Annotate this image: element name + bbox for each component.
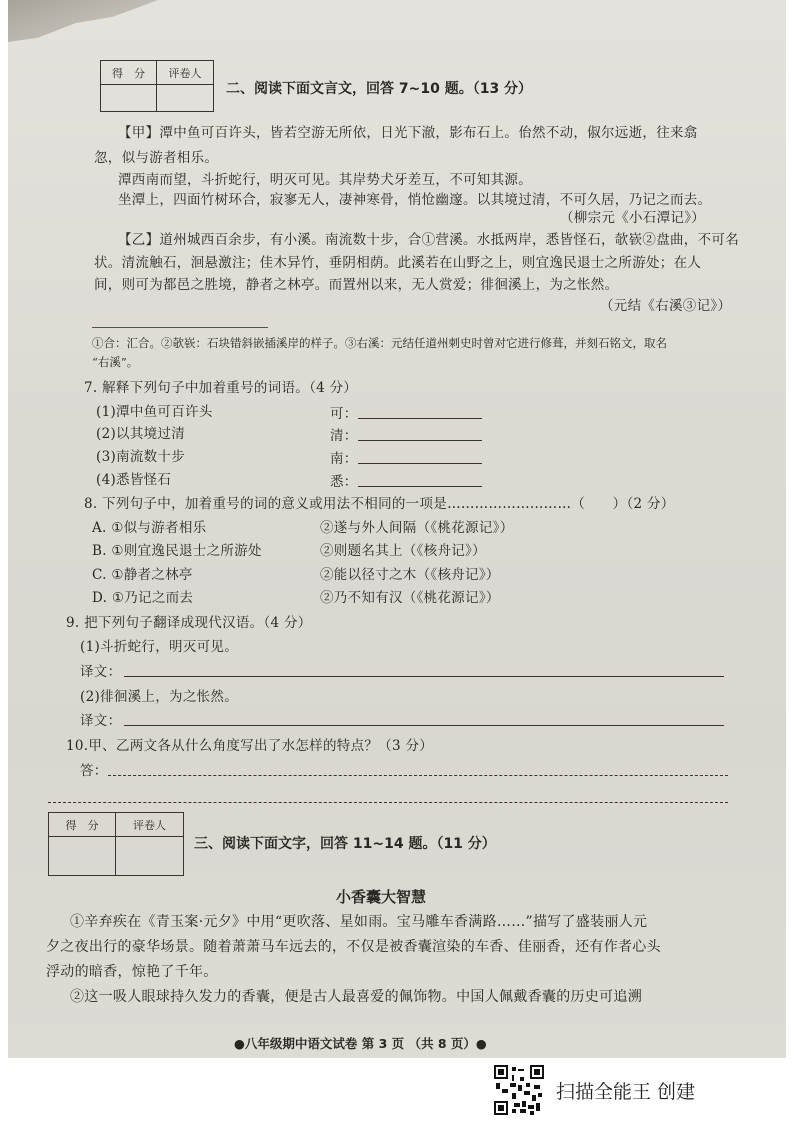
q7-item-1: (1)潭中鱼可百许头 <box>96 404 213 420</box>
q7-answer-line-1[interactable] <box>358 418 482 419</box>
score-box-section3 <box>48 812 184 876</box>
q9-sentence-1: (1)斗折蛇行，明灭可见。 <box>80 639 239 655</box>
q10-answer-label: 答： <box>80 763 108 779</box>
q8-option-a-right: ②遂与外人间隔（《桃花源记》） <box>320 520 514 536</box>
q7-item-2: (2)以其境过清 <box>96 426 186 442</box>
q8-option-a-left: A. ①似与游者相乐 <box>92 520 207 536</box>
q8-stem: 8. 下列句子中，加着重号的词的意义或用法不相同的一项是………………………（ ）（2 分） <box>84 496 675 512</box>
jia-line-2: 忽，似与游者相乐。 <box>94 150 219 166</box>
yi-line-1: 【乙】道州城西百余步，有小溪。南流数十步，合①营溪。水抵两岸，悉皆怪石，欹嵚②盘曲，不可名 <box>118 232 739 248</box>
q7-answer-line-4[interactable] <box>358 486 482 487</box>
q7-key-1: 可： <box>330 406 358 422</box>
jia-source: （柳宗元《小石潭记》） <box>560 210 706 226</box>
grader-cell-2 <box>116 837 183 875</box>
yi-line-3: 间，则可为都邑之胜境，静者之林亭。而置州以来，无人赏爱；徘徊溪上，为之怅然。 <box>94 277 619 293</box>
q7-answer-line-2[interactable] <box>358 440 482 441</box>
q10-answer-line-2[interactable] <box>48 802 728 803</box>
footnote-rule <box>92 327 268 328</box>
jia-line-1: 【甲】潭中鱼可百许头，皆若空游无所依，日光下澈，影布石上。佁然不动，俶尔远逝，往来翕 <box>118 125 698 141</box>
q8-option-c-right: ②能以径寸之木（《核舟记》） <box>320 567 500 583</box>
q8-option-b-right: ②则题名其上（《核舟记》） <box>320 543 486 559</box>
jia-line-3: 潭西南而望，斗折蛇行，明灭可见。其岸势犬牙差互，不可知其源。 <box>118 172 532 188</box>
article-line-3: 浮动的暗香，惊艳了千年。 <box>46 964 218 980</box>
q7-item-3: (3)南流数十步 <box>96 449 186 465</box>
grader-label-2: 评卷人 <box>116 813 183 837</box>
article-line-4: ②这一吸人眼球持久发力的香囊，便是古人最喜爱的佩饰物。中国人佩戴香囊的历史可追溯 <box>70 989 642 1005</box>
q7-stem: 7. 解释下列句子中加着重号的词语。（4 分） <box>84 380 358 396</box>
article-line-1: ①辛弃疾在《青玉案·元夕》中用“更吹落、星如雨。宝马雕车香满路……”描写了盛装丽人元 <box>70 914 648 930</box>
footnote-line-2: “右溪”。 <box>92 355 139 369</box>
q8-option-b-left: B. ①则宜逸民退士之所游处 <box>92 543 262 559</box>
page-footer: ●八年级期中语文试卷 第 3 页 （共 8 页）● <box>234 1036 487 1051</box>
q7-key-4: 悉： <box>330 474 358 490</box>
article-line-2: 夕之夜出行的豪华场景。随着萧萧马车远去的，不仅是被香囊渲染的车香、佳丽香，还有作者心头 <box>46 939 661 955</box>
score-cell-2 <box>49 837 116 875</box>
q7-item-4: (4)悉皆怪石 <box>96 472 172 488</box>
qr-code-icon <box>494 1065 544 1115</box>
q7-key-3: 南： <box>330 451 358 467</box>
q10-stem: 10.甲、乙两文各从什么角度写出了水怎样的特点？（3 分） <box>66 738 434 754</box>
q7-answer-line-3[interactable] <box>358 463 482 464</box>
q9-answer-line-2[interactable] <box>124 725 724 726</box>
yi-line-2: 状。清流触石，洄悬激注；佳木异竹，垂阴相荫。此溪若在山野之上，则宜逸民退士之所游处；在人 <box>94 255 702 271</box>
q8-option-d-right: ②乃不知有汉（《桃花源记》） <box>320 590 500 606</box>
score-cell <box>101 85 157 111</box>
torn-corner <box>8 0 158 42</box>
q9-answer-line-1[interactable] <box>124 676 724 677</box>
q7-key-2: 清： <box>330 428 358 444</box>
scanner-brand-text: 扫描全能王 创建 <box>556 1081 696 1103</box>
q9-translate-label-1: 译文： <box>80 664 122 680</box>
score-label-2: 得 分 <box>49 813 116 837</box>
yi-source: （元结《右溪③记》） <box>600 298 732 314</box>
grader-cell <box>157 85 213 111</box>
score-label: 得 分 <box>101 61 157 85</box>
q9-sentence-2: (2)徘徊溪上，为之怅然。 <box>80 689 239 705</box>
footnote-line-1: ①合：汇合。②欹嵚：石块错斜嵌插溪岸的样子。③右溪：元结任道州刺史时曾对它进行修葺，并刻石铭文，取名 <box>92 336 667 350</box>
exam-page <box>8 0 786 1058</box>
section3-title: 三、阅读下面文字，回答 11~14 题。（11 分） <box>194 836 496 852</box>
q8-option-c-left: C. ①静者之林亭 <box>92 567 193 583</box>
q9-stem: 9. 把下列句子翻译成现代汉语。（4 分） <box>66 615 312 631</box>
score-box-section2 <box>100 60 214 112</box>
article-title: 小香囊大智慧 <box>336 888 427 906</box>
grader-label: 评卷人 <box>157 61 213 85</box>
q9-translate-label-2: 译文： <box>80 713 122 729</box>
jia-line-4: 坐潭上，四面竹树环合，寂寥无人，凄神寒骨，悄怆幽邃。以其境过清，不可久居，乃记之而去。 <box>118 192 712 208</box>
q10-answer-line-1[interactable] <box>108 775 728 776</box>
section2-title: 二、阅读下面文言文，回答 7~10 题。（13 分） <box>226 81 533 97</box>
q8-option-d-left: D. ①乃记之而去 <box>92 590 194 606</box>
